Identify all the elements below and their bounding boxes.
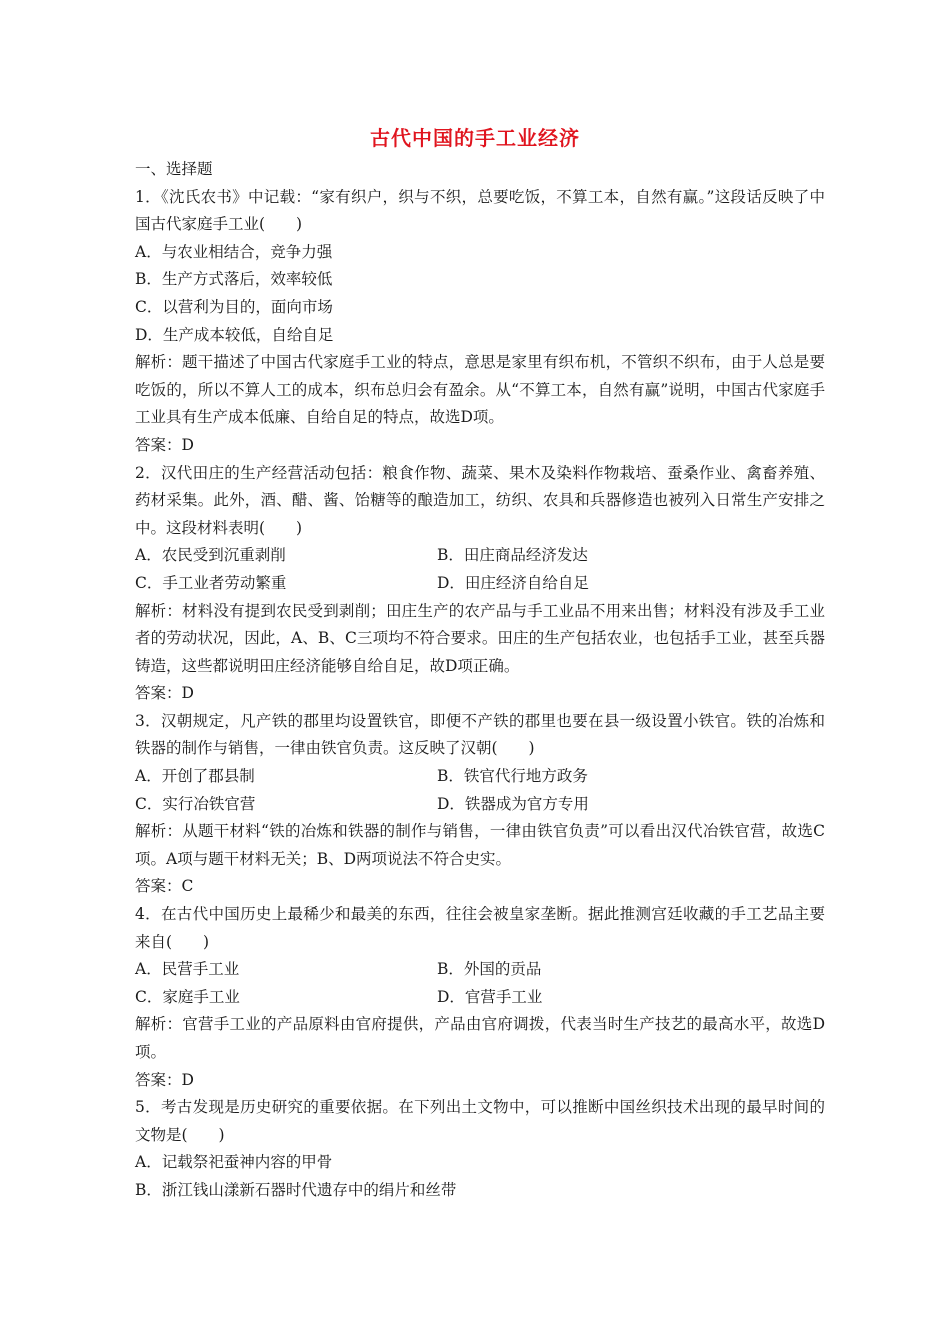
question-5-option-b: B．浙江钱山漾新石器时代遗存中的绢片和丝带 [135,1180,457,1199]
question-2-option-a: A．农民受到沉重剥削 [135,546,286,565]
question-4-option-a: A．民营手工业 [135,960,240,979]
question-4-stem: 4．在古代中国历史上最稀少和最美的东西，往往会被皇家垄断。据此推测宫廷收藏的手工艺品主要来自( ) [135,905,825,951]
question-4-options-row-2 [135,984,825,1012]
question-2-option-b: B．田庄商品经济发达 [437,546,588,565]
question-3-option-a: A．开创了郡县制 [135,767,255,786]
question-1-option-c: C．以营利为目的，面向市场 [135,297,333,316]
question-2-analysis: 解析：材料没有提到农民受到剥削；田庄生产的农产品与手工业品不用来出售；材料没有涉及手工业者的劳动状况，因此，A、B、C三项均不符合要求。田庄的生产包括农业，也包括手工业，甚至兵器铸造，这些都说明田庄经济能够自给自足，故D项正确。 [135,601,825,675]
question-2-option-c: C．手工业者劳动繁重 [135,573,287,592]
question-3-option-c: C．实行冶铁官营 [135,794,256,813]
question-1-stem: 1．《沈氏农书》中记载：“家有织户，织与不织，总要吃饭，不算工本，自然有赢。”这段话反映了中国古代家庭手工业( ) [135,187,825,234]
question-3-options-row-1 [135,763,825,791]
question-1-answer: 答案：D [135,435,194,454]
question-3-options-row-2 [135,791,825,819]
question-2-options-row-2 [135,570,825,598]
section-heading: 一、选择题 [135,160,213,178]
question-4-option-b: B．外国的贡品 [437,960,542,979]
question-3-option-d: D．铁器成为官方专用 [437,794,589,813]
question-2-option-d: D．田庄经济自给自足 [437,573,589,592]
question-2-options-row-1 [135,542,825,570]
question-4-option-c: C．家庭手工业 [135,987,240,1006]
question-4-answer: 答案：D [135,1070,194,1089]
document-title: 古代中国的手工业经济 [370,126,580,150]
question-1-analysis: 解析：题干描述了中国古代家庭手工业的特点，意思是家里有织布机，不管织不织布，由于人总是要吃饭的，所以不算人工的成本，织布总归会有盈余。从“不算工本，自然有赢”说明，中国古代家庭手工业具有生产成本低廉、自给自足的特点，故选D项。 [135,353,825,427]
question-4-analysis: 解析：官营手工业的产品原料由官府提供，产品由官府调拨，代表当时生产技艺的最高水平，故选D项。 [135,1015,825,1061]
question-5-stem: 5．考古发现是历史研究的重要依据。在下列出土文物中，可以推断中国丝织技术出现的最早时间的文物是( ) [135,1098,825,1144]
question-4-options-row-1 [135,956,825,984]
document-body [135,156,825,1205]
question-2-stem: 2．汉代田庄的生产经营活动包括：粮食作物、蔬菜、果木及染料作物栽培、蚕桑作业、禽畜养殖、药材采集。此外，酒、醋、酱、饴糖等的酿造加工，纺织、农具和兵器修造也被列入日常生产安排之中。这段材料表明( ) [135,463,825,537]
question-3-answer: 答案：C [135,877,194,896]
question-3-analysis: 解析：从题干材料“铁的冶炼和铁器的制作与销售，一律由铁官负责”可以看出汉代冶铁官营，故选C项。A项与题干材料无关；B、D两项说法不符合史实。 [135,822,825,868]
question-4-option-d: D．官营手工业 [437,987,543,1006]
question-5-option-a: A．记载祭祀蚕神内容的甲骨 [135,1153,333,1172]
question-1-option-d: D．生产成本较低，自给自足 [135,325,334,344]
question-1-option-a: A．与农业相结合，竞争力强 [135,242,333,261]
question-3-option-b: B．铁官代行地方政务 [437,767,588,786]
question-1-option-b: B．生产方式落后，效率较低 [135,270,333,289]
question-2-answer: 答案：D [135,684,194,703]
question-3-stem: 3．汉朝规定，凡产铁的郡里均设置铁官，即便不产铁的郡里也要在县一级设置小铁官。铁的冶炼和铁器的制作与销售，一律由铁官负责。这反映了汉朝( ) [135,711,825,758]
